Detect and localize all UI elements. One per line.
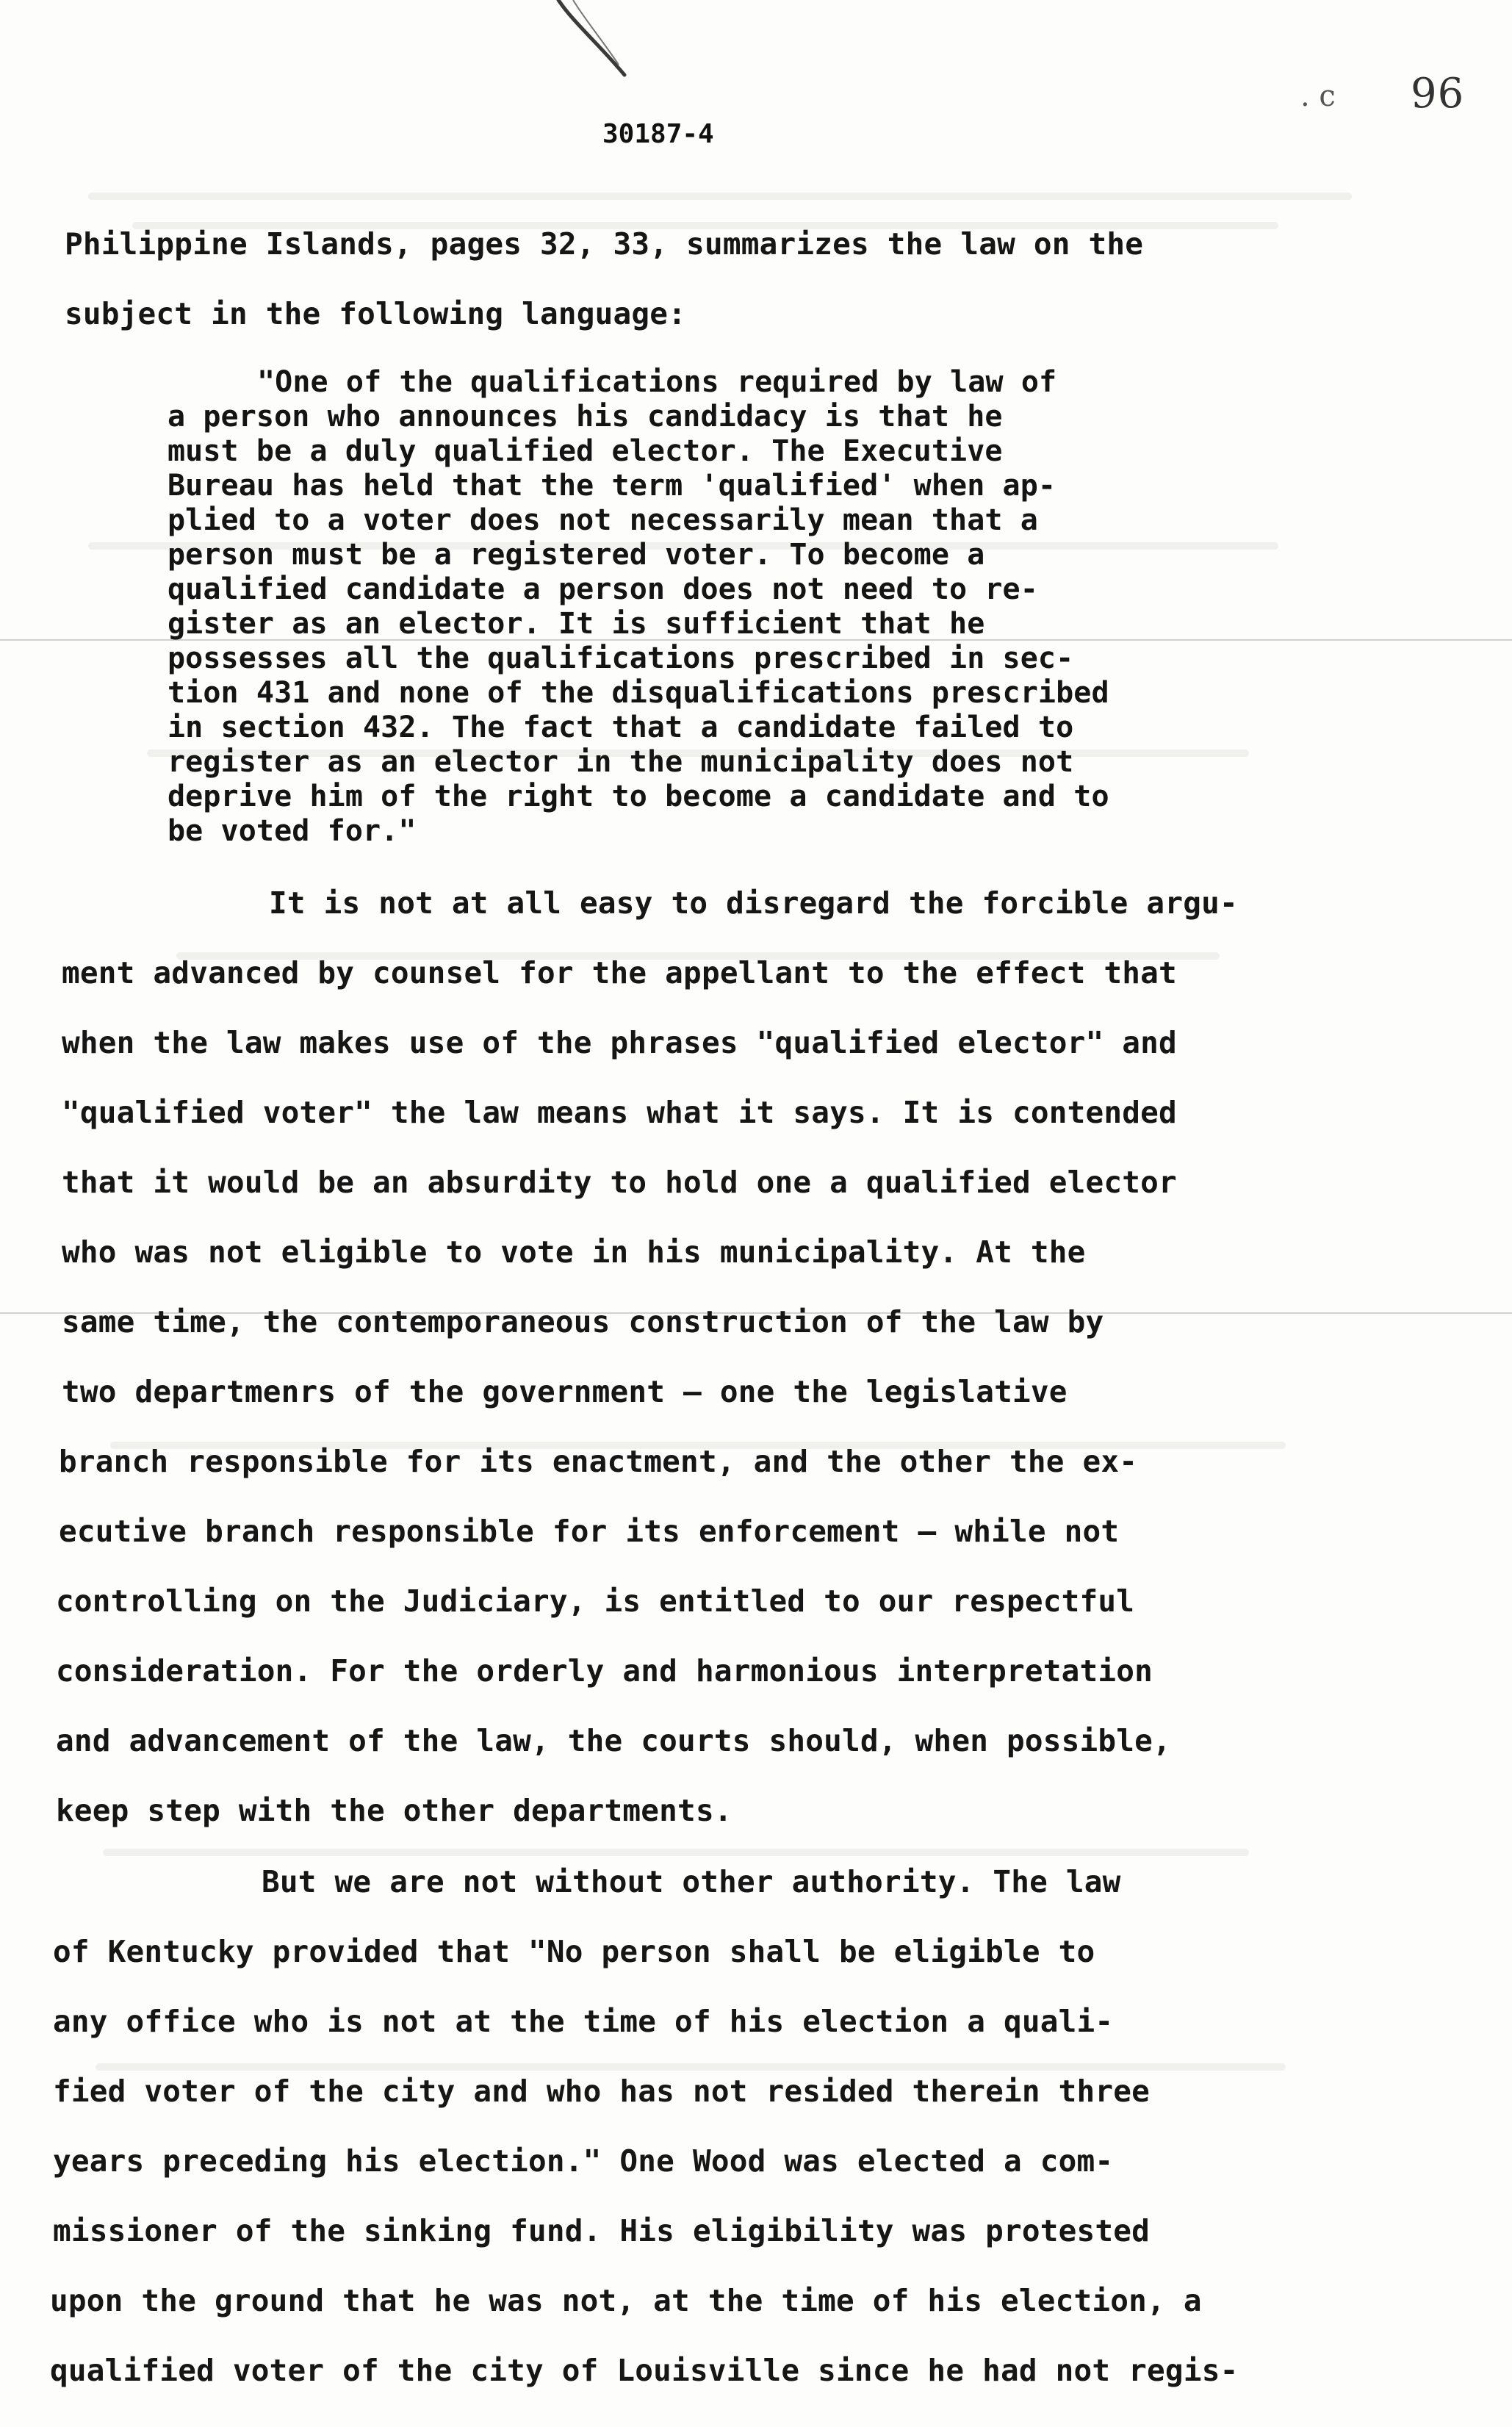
body-text-line: two departmenrs of the government — one the legislative bbox=[62, 1374, 1068, 1409]
body-text-line: keep step with the other departments. bbox=[56, 1793, 732, 1828]
body-text-line: branch responsible for its enactment, and the other the ex- bbox=[59, 1444, 1138, 1479]
page-margin-mark: . c bbox=[1300, 79, 1336, 113]
body-text-line: that it would be an absurdity to hold one a qualified elector bbox=[62, 1165, 1177, 1200]
block-quote-line: register as an elector in the municipality does not bbox=[168, 745, 1074, 779]
block-quote-line: "One of the qualifications required by law of bbox=[257, 365, 1057, 399]
body-text-line: ment advanced by counsel for the appellant to the effect that bbox=[62, 955, 1177, 990]
block-quote-line: person must be a registered voter. To become a bbox=[168, 538, 985, 572]
bleed-through-line bbox=[96, 2063, 1286, 2071]
body-text-line: missioner of the sinking fund. His eligibility was protested bbox=[53, 2213, 1151, 2248]
page-number: 96 bbox=[1411, 70, 1465, 118]
block-quote-line: deprive him of the right to become a candidate and to bbox=[168, 780, 1109, 813]
body-text-line: any office who is not at the time of his election a quali- bbox=[53, 2004, 1114, 2039]
document-reference: 30187-4 bbox=[602, 119, 714, 149]
bleed-through-line bbox=[103, 1849, 1249, 1856]
body-text-line: years preceding his election." One Wood was elected a com- bbox=[53, 2143, 1114, 2179]
bleed-through-line bbox=[88, 193, 1352, 200]
body-text-line: and advancement of the law, the courts should, when possible, bbox=[56, 1723, 1171, 1758]
body-text-line: It is not at all easy to disregard the forcible argu- bbox=[269, 885, 1238, 921]
body-text-line: who was not eligible to vote in his municipality. At the bbox=[62, 1234, 1086, 1270]
body-text-line: "qualified voter" the law means what it says. It is contended bbox=[62, 1095, 1177, 1130]
block-quote-line: Bureau has held that the term 'qualified' when ap- bbox=[168, 469, 1056, 503]
block-quote-line: qualified candidate a person does not need to re- bbox=[168, 572, 1038, 606]
block-quote-line: be voted for." bbox=[168, 814, 417, 848]
block-quote-line: in section 432. The fact that a candidate failed to bbox=[168, 711, 1074, 744]
body-text-line: upon the ground that he was not, at the time of his election, a bbox=[50, 2283, 1202, 2318]
body-text-line: ecutive branch responsible for its enforcement — while not bbox=[59, 1514, 1120, 1549]
body-text-line: subject in the following language: bbox=[65, 296, 687, 331]
block-quote-line: gister as an elector. It is sufficient that he bbox=[168, 607, 985, 641]
body-text-line: But we are not without other authority. The law bbox=[262, 1864, 1121, 1899]
body-text-line: qualified voter of the city of Louisville since he had not regis- bbox=[50, 2353, 1239, 2388]
body-text-line: fied voter of the city and who has not resided therein three bbox=[53, 2074, 1151, 2109]
block-quote-line: possesses all the qualifications prescribed in sec- bbox=[168, 641, 1074, 675]
body-text-line: of Kentucky provided that "No person shall be eligible to bbox=[53, 1934, 1095, 1969]
block-quote-line: a person who announces his candidacy is that he bbox=[168, 400, 1003, 434]
body-text-line: when the law makes use of the phrases "qualified elector" and bbox=[62, 1025, 1177, 1060]
block-quote-line: plied to a voter does not necessarily mean that a bbox=[168, 503, 1038, 537]
block-quote-line: must be a duly qualified elector. The Executive bbox=[168, 434, 1003, 468]
body-text-line: controlling on the Judiciary, is entitled to our respectful bbox=[56, 1583, 1135, 1619]
body-text-line: consideration. For the orderly and harmonious interpretation bbox=[56, 1653, 1153, 1689]
body-text-line: same time, the contemporaneous construction of the law by bbox=[62, 1304, 1104, 1340]
pen-stroke-mark bbox=[529, 0, 647, 88]
block-quote-line: tion 431 and none of the disqualifications prescribed bbox=[168, 676, 1109, 710]
body-text-line: Philippine Islands, pages 32, 33, summarizes the law on the bbox=[65, 226, 1144, 262]
